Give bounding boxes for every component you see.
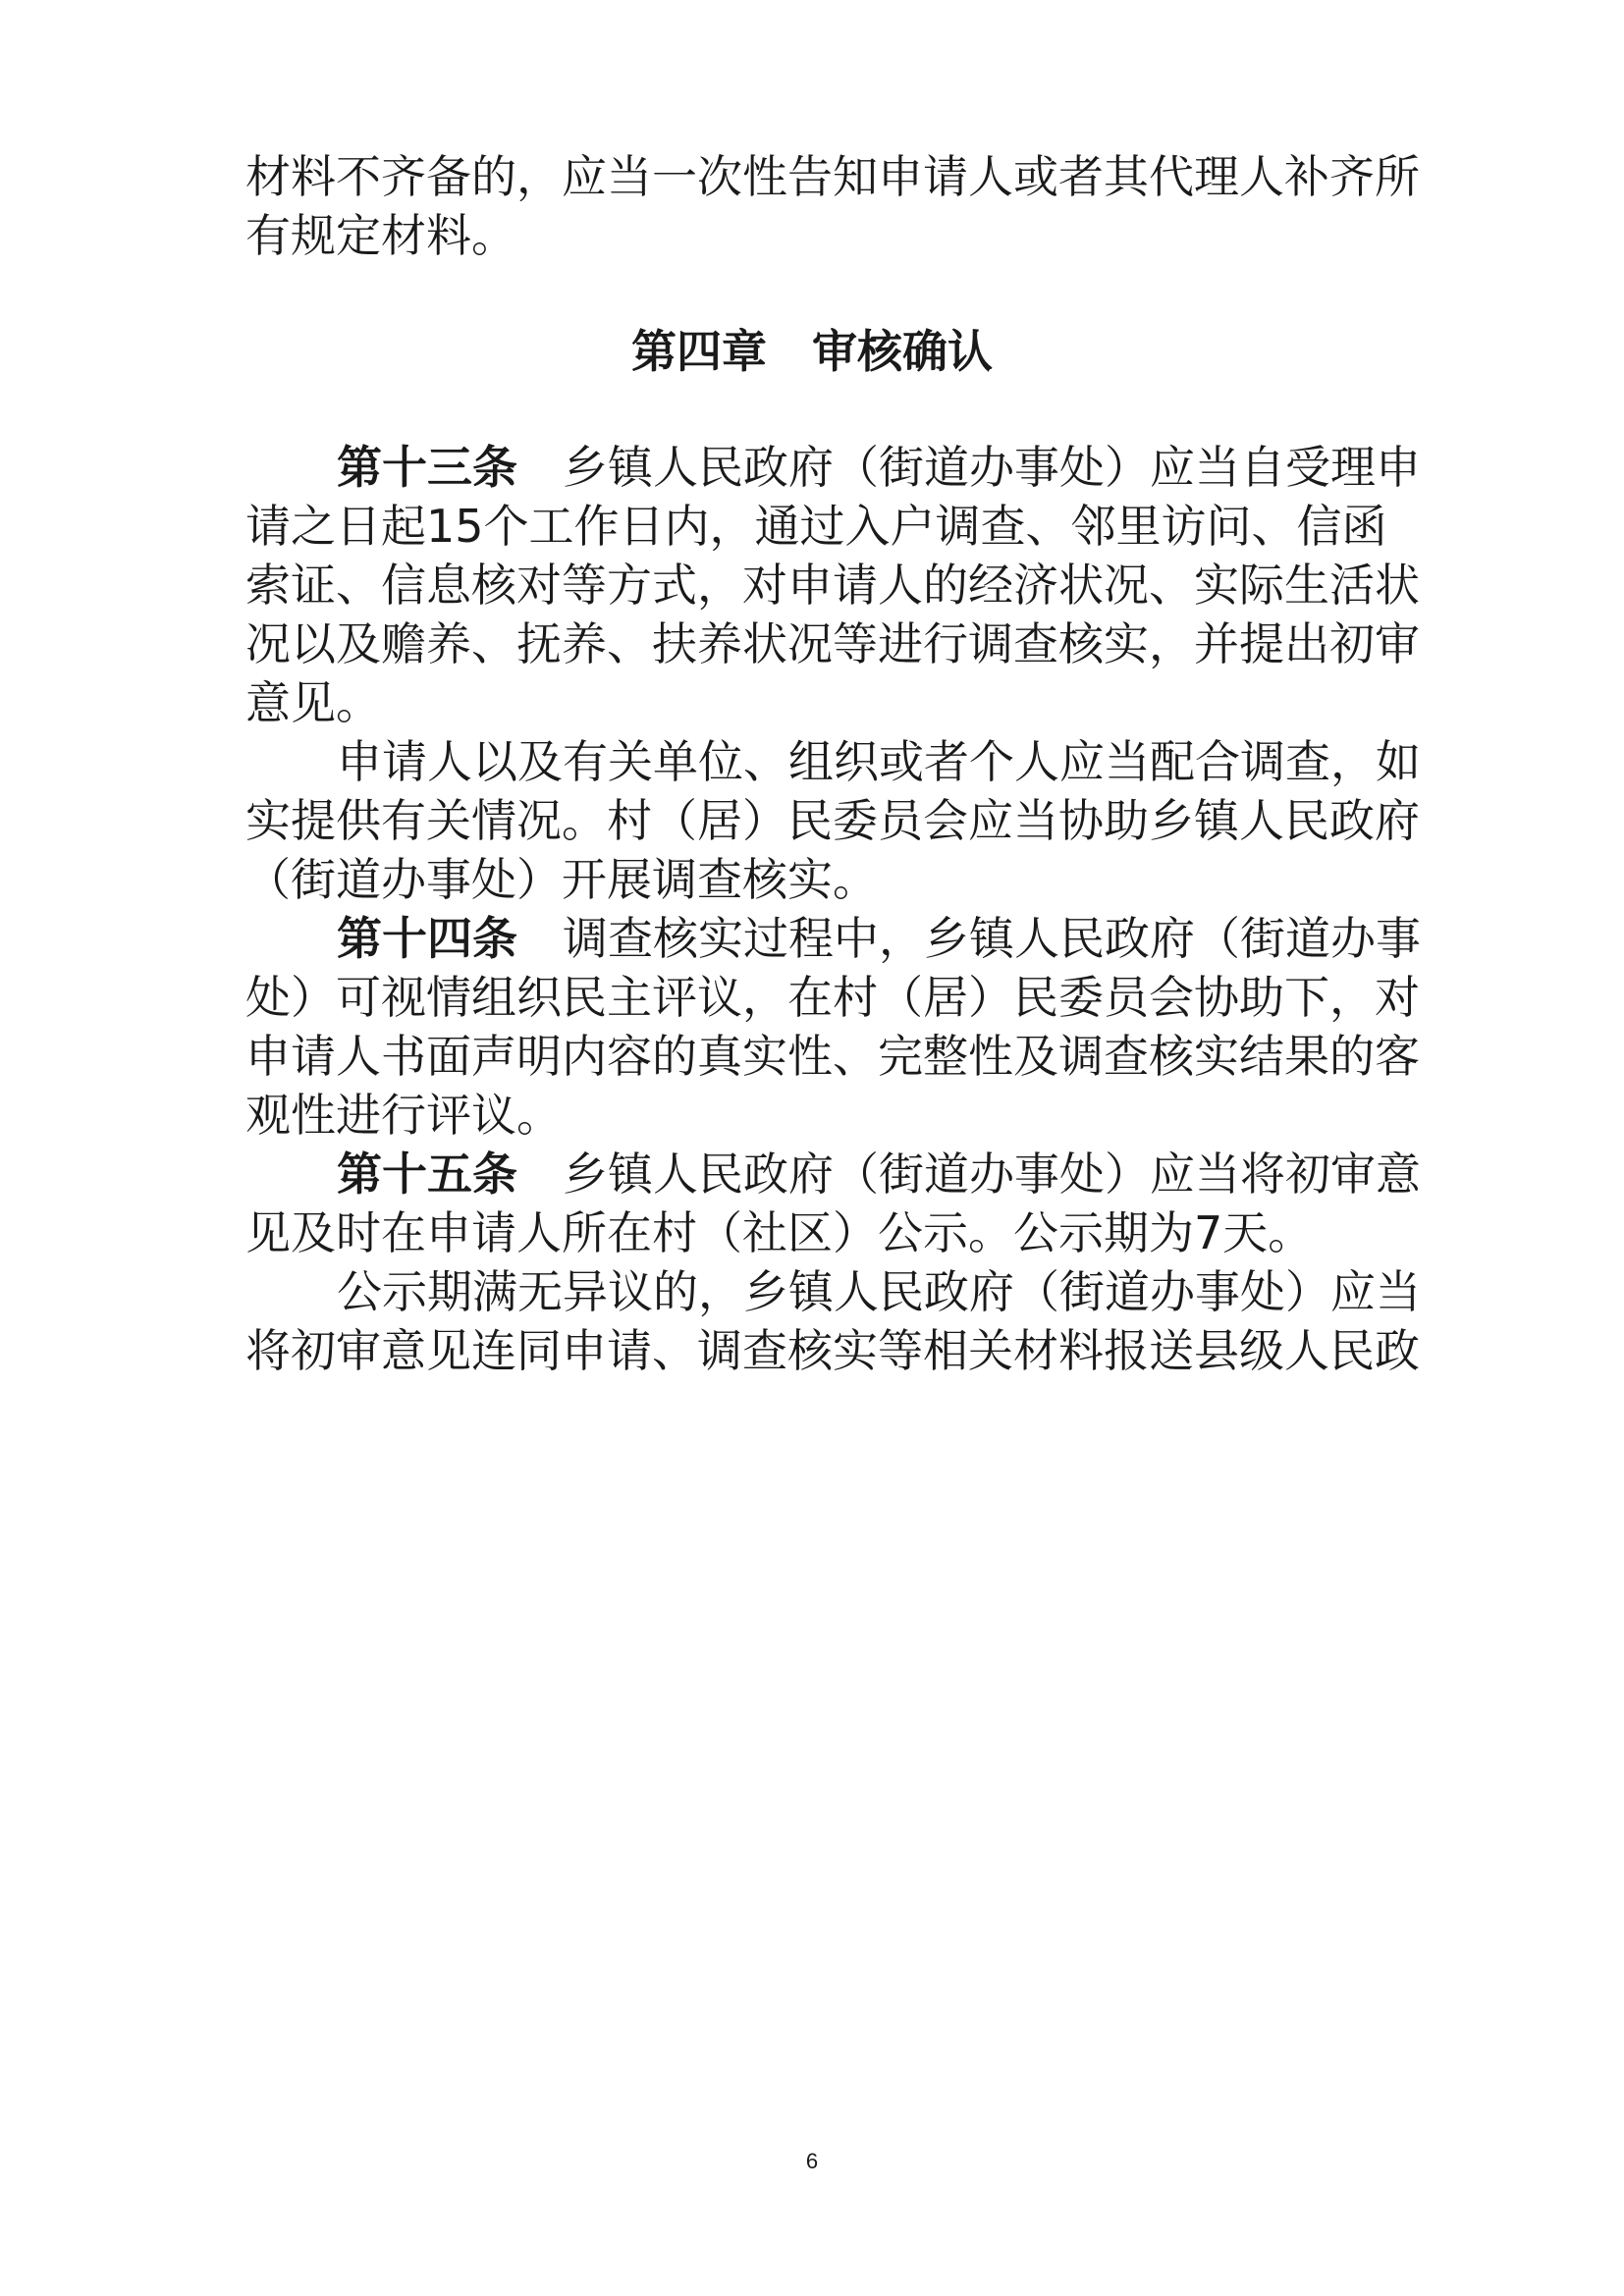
article-13-text-1: 乡镇人民政府（街道办事处）应当自受理申 bbox=[563, 441, 1421, 494]
continuation-line-1: 材料不齐备的，应当一次性告知申请人或者其代理人补齐所 bbox=[245, 150, 1420, 203]
article-13-line-5: 意见。 bbox=[245, 676, 381, 729]
article-15-line-1 bbox=[337, 1148, 1421, 1201]
article-14-line-3: 申请人书面声明内容的真实性、完整性及调查核实结果的客 bbox=[245, 1030, 1420, 1083]
cooperate-line-2: 实提供有关情况。村（居）民委员会应当协助乡镇人民政府 bbox=[245, 794, 1420, 847]
page-number: 6 bbox=[805, 2149, 819, 2173]
article-13-line-4: 况以及赡养、抚养、扶养状况等进行调查核实，并提出初审 bbox=[245, 617, 1420, 670]
article-13-line-1 bbox=[337, 441, 1421, 494]
article-15-line-2: 见及时在申请人所在村（社区）公示。公示期为7天。 bbox=[245, 1206, 1314, 1259]
continuation-line-2: 有规定材料。 bbox=[245, 209, 516, 262]
chapter-heading: 第四章 审核确认 bbox=[631, 325, 993, 378]
article-14-line-2: 处）可视情组织民主评议，在村（居）民委员会协助下，对 bbox=[245, 971, 1420, 1024]
publicity-line-1: 公示期满无异议的，乡镇人民政府（街道办事处）应当 bbox=[337, 1265, 1421, 1318]
article-14-label: 第十四条 bbox=[337, 912, 517, 965]
article-13-label: 第十三条 bbox=[337, 441, 517, 494]
publicity-line-2: 将初审意见连同申请、调查核实等相关材料报送县级人民政 bbox=[245, 1324, 1420, 1377]
cooperate-line-1: 申请人以及有关单位、组织或者个人应当配合调查，如 bbox=[337, 735, 1421, 788]
article-15-label: 第十五条 bbox=[337, 1148, 517, 1201]
article-15-text-1: 乡镇人民政府（街道办事处）应当将初审意 bbox=[563, 1148, 1421, 1201]
article-13-line-3: 索证、信息核对等方式，对申请人的经济状况、实际生活状 bbox=[245, 559, 1420, 612]
article-14-line-1 bbox=[337, 912, 1421, 965]
article-14-text-1: 调查核实过程中，乡镇人民政府（街道办事 bbox=[563, 912, 1421, 965]
article-13-line-2: 请之日起15个工作日内，通过入户调查、邻里访问、信函 bbox=[245, 500, 1387, 553]
cooperate-line-3: （街道办事处）开展调查核实。 bbox=[245, 853, 878, 906]
article-14-line-4: 观性进行评议。 bbox=[245, 1089, 562, 1142]
